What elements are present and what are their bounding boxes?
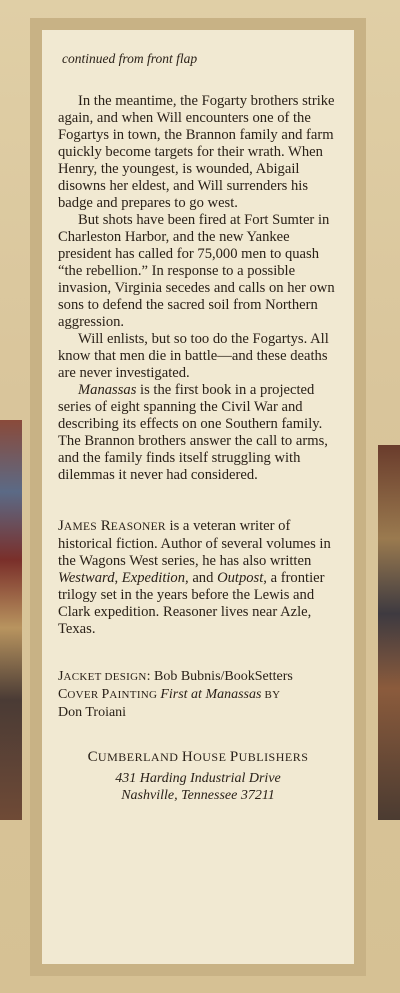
paragraph-4 [58, 382, 338, 484]
continued-label: continued from front flap [62, 51, 198, 66]
cover-painting-line [58, 686, 338, 704]
publisher-name [58, 749, 338, 766]
bio-sep-1: , [114, 570, 122, 586]
pub-ublishers: UBLISHERS [238, 750, 309, 764]
pub-umberland: UMBERLAND [97, 750, 182, 764]
author-name-j: J [58, 518, 64, 534]
pub-h: H [181, 749, 194, 765]
paragraph-1: In the meantime, the Fogarty brothers strike again, and when Will encounters one of the Fogartys in town, the Brannon family and farm quickly become targets for their wrath. When Henry, the youngest, is wounded, Abigail disowns her eldest, and Will surrenders his badge and prepares to go west. [58, 93, 335, 211]
address-line-2: Nashville, Tennessee 37211 [121, 788, 275, 803]
bio-sep-2: , and [185, 570, 218, 586]
book-title: Manassas [78, 382, 137, 398]
by-label: BY [261, 689, 281, 701]
author-name-easoner: EASONER [110, 521, 166, 533]
cover-painting-strip-left [0, 420, 22, 820]
jacket-initial: J [58, 669, 64, 684]
painting-title: First at Manassas [160, 687, 262, 702]
bio-text-a: is a veteran writer of historical fiction. Author of several volumes in the Wagons West series, he has also written [58, 518, 331, 569]
publisher-address [58, 770, 338, 804]
author-bio [58, 518, 338, 638]
author-name-ames: AMES [63, 521, 97, 533]
bio-title-westward: Westward [58, 570, 115, 586]
cover-painting-strip-right [378, 445, 400, 820]
jacket-value: : Bob Bubnis/BookSetters [146, 669, 293, 684]
bio-text-b: , a frontier trilogy set in the years before the Lewis and Clark expedition. Reasoner lives near Azle, Texas. [58, 570, 325, 637]
cover-p: P [101, 687, 110, 702]
pub-ouse: OUSE [193, 750, 230, 764]
paragraph-4-text: is the first book in a projected series of eight spanning the Civil War and describing its effects on one Southern family. The Brannon brothers answer the call to arms, and the family finds itself struggling with dilemmas it never had considered. [58, 382, 328, 483]
bio-title-outpost: Outpost [217, 570, 264, 586]
jacket-label: ACKET DESIGN [63, 671, 147, 683]
credits [58, 668, 338, 721]
author-name-r: R [97, 518, 111, 534]
cover-ainting: AINTING [109, 689, 161, 701]
jacket-design-line [58, 668, 338, 686]
pub-p: P [229, 749, 239, 765]
cover-over: OVER [67, 689, 102, 701]
painter-line: Don Troiani [58, 705, 127, 720]
flap-content [58, 50, 338, 804]
bio-title-expedition: Expedition [121, 570, 186, 586]
paragraph-2: But shots have been fired at Fort Sumter in Charleston Harbor, and the new Yankee president has called for 75,000 men to quash “the rebellion.” In response to a possible invasion, Virginia secedes and calls on her own sons to defend the sacred soil from Northern aggression. [58, 212, 335, 330]
pub-c: C [87, 749, 98, 765]
address-line-1: 431 Harding Industrial Drive [115, 771, 281, 786]
paragraph-3: Will enlists, but so too do the Fogartys. All know that men die in battle—and these deaths are never investigated. [58, 331, 329, 381]
cover-c: C [58, 687, 68, 702]
